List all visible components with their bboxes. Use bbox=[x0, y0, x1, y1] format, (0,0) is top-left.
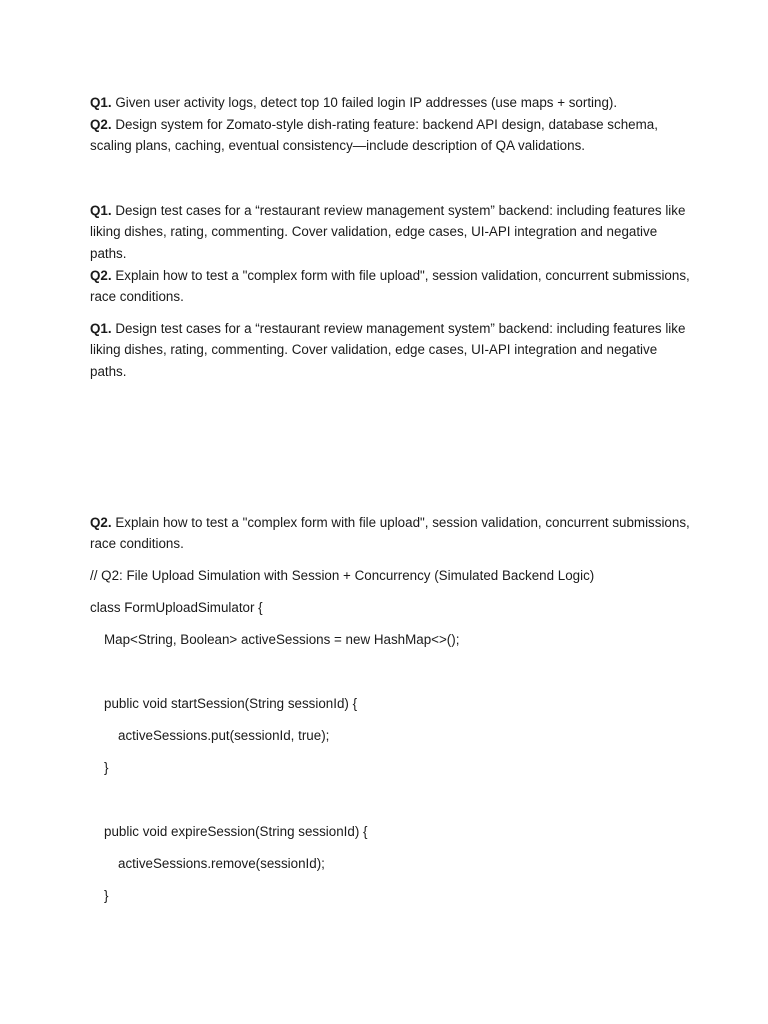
code-class-declaration: class FormUploadSimulator { bbox=[90, 599, 263, 615]
q2-text: Explain how to test a "complex form with file upload", session validation, concurrent submissions, race conditions. bbox=[90, 267, 690, 305]
q2-label: Q2. bbox=[90, 267, 112, 283]
q1-text: Design test cases for a “restaurant review management system” backend: including features like liking dishes, rating, commenting. Cover validation, edge cases, UI-API integration and negative paths. bbox=[90, 320, 686, 379]
q1-text: Design test cases for a “restaurant review management system” backend: including features like liking dishes, rating, commenting. Cover validation, edge cases, UI-API integration and negative paths. bbox=[90, 202, 686, 261]
code-closing-brace: } bbox=[104, 759, 109, 775]
spacer bbox=[90, 555, 690, 565]
spacer bbox=[90, 308, 690, 318]
q2-text: Design system for Zomato-style dish-rating feature: backend API design, database schema, scaling plans, caching, eventual consistency—include description of QA validations. bbox=[90, 116, 658, 154]
q1-label: Q1. bbox=[90, 95, 112, 110]
document-body bbox=[90, 92, 690, 917]
code-blank-line bbox=[90, 789, 690, 821]
question-block4-q2 bbox=[90, 512, 690, 555]
question-block1-q1 bbox=[90, 92, 690, 114]
code-comment: // Q2: File Upload Simulation with Session + Concurrency (Simulated Backend Logic) bbox=[90, 567, 595, 583]
question-block2-q2 bbox=[90, 265, 690, 308]
code-start-session-signature: public void startSession(String sessionId) { bbox=[104, 695, 358, 711]
code-expire-session-body: activeSessions.remove(sessionId); bbox=[118, 855, 325, 871]
q2-label: Q2. bbox=[90, 116, 112, 132]
question-block3-q1 bbox=[90, 318, 690, 383]
code-expire-session-signature: public void expireSession(String sessionId) { bbox=[104, 823, 368, 839]
spacer bbox=[90, 157, 690, 200]
code-closing-brace: } bbox=[104, 887, 109, 903]
q1-label: Q1. bbox=[90, 202, 112, 218]
q1-label: Q1. bbox=[90, 320, 112, 336]
code-start-session-body: activeSessions.put(sessionId, true); bbox=[118, 727, 330, 743]
question-block2-q1 bbox=[90, 200, 690, 265]
code-blank-line bbox=[90, 661, 690, 693]
question-block1-q2 bbox=[90, 114, 690, 157]
q2-text: Explain how to test a "complex form with file upload", session validation, concurrent submissions, race conditions. bbox=[90, 514, 690, 552]
q2-label: Q2. bbox=[90, 514, 112, 530]
code-map-declaration: Map<String, Boolean> activeSessions = new HashMap<>(); bbox=[104, 631, 460, 647]
spacer bbox=[90, 383, 690, 512]
q1-text: Given user activity logs, detect top 10 failed login IP addresses (use maps + sorting). bbox=[111, 95, 618, 110]
